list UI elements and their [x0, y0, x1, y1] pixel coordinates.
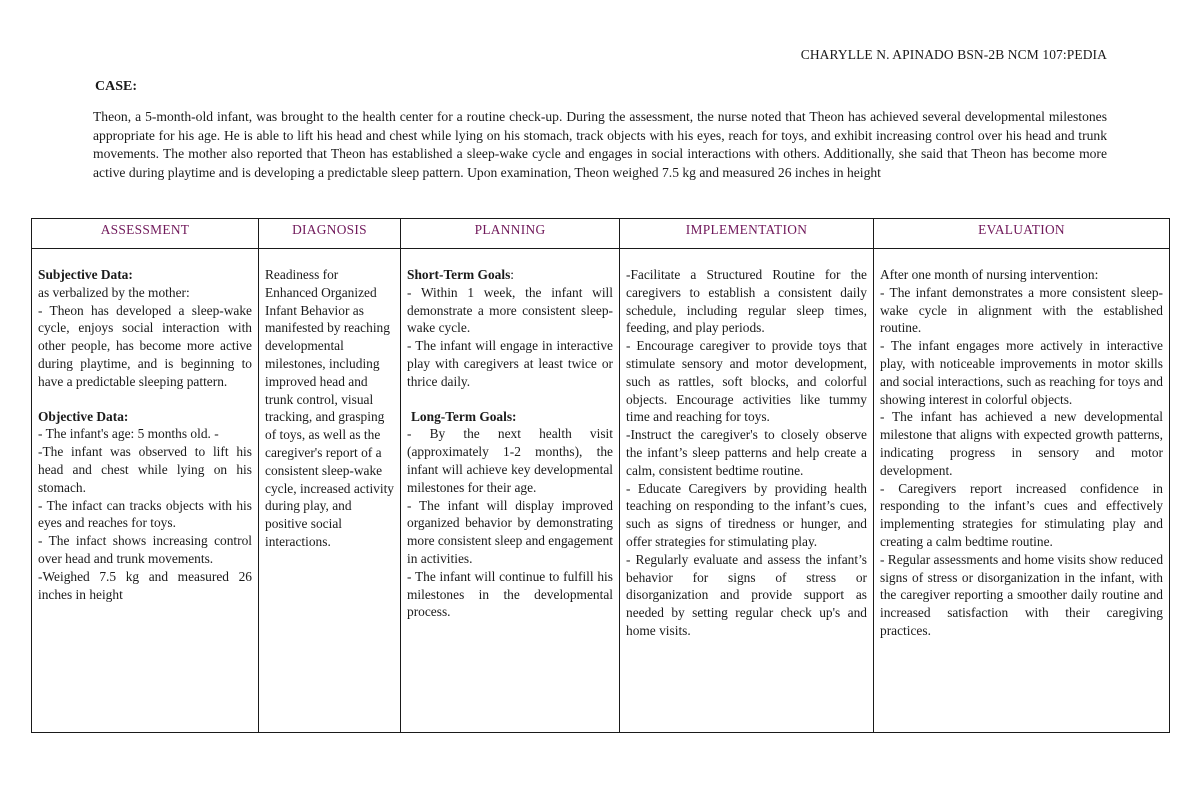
objective-item: - The infact shows increasing control over head and trunk movements. [38, 533, 252, 566]
short-term-goal: - The infant will engage in interactive play with caregivers at least twice or thrice daily. [407, 338, 613, 389]
evaluation-item: - Caregivers report increased confidence in responding to the infant’s cues and effectively implementing strategies for stimulating play and creating a calm bedtime routine. [880, 480, 1163, 549]
objective-item: - The infant's age: 5 months old. - [38, 426, 219, 442]
short-term-heading: Short-Term Goals [407, 267, 511, 282]
evaluation-item: - The infant engages more actively in interactive play, with noticeable improvements in motor skills and social interactions, such as reaching for toys and showing interest in colorful objects. [880, 338, 1163, 407]
subjective-item: - Theon has developed a sleep-wake cycle, enjoys social interaction with other people, has become more active during playtime, and is beginning to have a predictable sleeping pattern. [38, 302, 252, 389]
evaluation-item: - Regular assessments and home visits show reduced signs of stress or disorganization in the infant, with the caregiver reporting a smoother daily routine and increased satisfaction with their caregiving practices. [880, 551, 1164, 638]
short-term-goal: - Within 1 week, the infant will demonstrate a more consistent sleep-wake cycle. [407, 284, 613, 336]
header-evaluation: EVALUATION [874, 219, 1170, 249]
short-term-colon: : [510, 267, 515, 282]
objective-item: -The infant was observed to lift his head and chest while lying on his stomach. [38, 444, 252, 495]
nursing-diagnosis: Readiness for Enhanced Organized Infant Behavior as manifested by reaching developmental milestones, including improved head and trunk control, visual tracking, and grasping of toys, as well as the caregiver's report of a consistent sleep-wake cycle, increased activity during play, and positive social interactions. [265, 267, 395, 549]
intervention-item: - Encourage caregiver to provide toys that stimulate sensory and motor development, such as rattles, soft blocks, and colorful objects. Encourage activities like tummy time and reaching for toys. [626, 338, 867, 425]
header-diagnosis: DIAGNOSIS [259, 219, 401, 249]
header-planning: PLANNING [401, 219, 620, 249]
objective-item: - The infact can tracks objects with his eyes and reaches for toys. [38, 497, 252, 531]
long-term-goal: - The infant will continue to fulfill his milestones in the developmental process. [407, 568, 613, 620]
planning-cell [401, 249, 620, 733]
nursing-care-plan-table [31, 218, 1170, 733]
evaluation-intro: After one month of nursing intervention: [880, 267, 1099, 282]
table-row [32, 249, 1170, 733]
objective-item: -Weighed 7.5 kg and measured 26 inches in height [38, 568, 252, 602]
spacer [407, 391, 613, 408]
evaluation-item: - The infant demonstrates a more consistent sleep-wake cycle in alignment with the established routine. [880, 284, 1163, 336]
evaluation-item: - The infant has achieved a new developmental milestone that aligns with expected growth patterns, indicating progress in sensory and motor development. [880, 409, 1163, 478]
header-implementation: IMPLEMENTATION [620, 219, 874, 249]
author-header: CHARYLLE N. APINADO BSN-2B NCM 107:PEDIA [800, 47, 1107, 62]
intervention-item: -Facilitate a Structured Routine for the caregivers to establish a consistent daily schedule, including regular sleep times, feeding, and play periods. [626, 267, 867, 336]
assessment-cell [32, 249, 259, 733]
spacer [38, 391, 252, 408]
case-title: CASE: [95, 79, 138, 94]
intervention-item: - Educate Caregivers by providing health teaching on responding to the infant’s cues, such as signs of tiredness or hunger, and offer strategies for stimulating play. [626, 480, 867, 549]
header-assessment: ASSESSMENT [32, 219, 259, 249]
objective-heading: Objective Data: [38, 408, 129, 424]
table-header-row [32, 219, 1170, 249]
evaluation-cell [874, 249, 1170, 733]
intervention-item: - Regularly evaluate and assess the infant’s behavior for signs of stress or disorganization and provide support as needed by setting regular check up's and home visits. [626, 551, 867, 638]
long-term-goal: - By the next health visit (approximately 1-2 months), the infant will achieve key developmental milestones for their age. [407, 426, 613, 495]
long-term-goal: - The infant will display improved organized behavior by demonstrating more consistent sleep and engagement in activities. [407, 497, 613, 566]
case-description: Theon, a 5-month-old infant, was brought to the health center for a routine check-up. During the assessment, the nurse noted that Theon has achieved several developmental milestones appropriate for his age. He is able to lift his head and chest while lying on his stomach, track objects with his eyes, reach for toys, and exhibit increasing control over his head and trunk movements. The mother also reported that Theon has established a sleep-wake cycle and engages in social interactions with others. Additionally, she said that Theon has become more active during playtime and is developing a predictable sleep pattern. Upon examination, Theon weighed 7.5 kg and measured 26 inches in height [93, 109, 1107, 180]
intervention-item: -Instruct the caregiver's to closely observe the infant’s sleep patterns and help create a calm, consistent bedtime routine. [626, 427, 867, 478]
diagnosis-cell [259, 249, 401, 733]
implementation-cell [620, 249, 874, 733]
subjective-intro: as verbalized by the mother: [38, 284, 190, 300]
long-term-heading: Long-Term Goals: [411, 408, 517, 424]
subjective-heading: Subjective Data: [38, 267, 133, 282]
